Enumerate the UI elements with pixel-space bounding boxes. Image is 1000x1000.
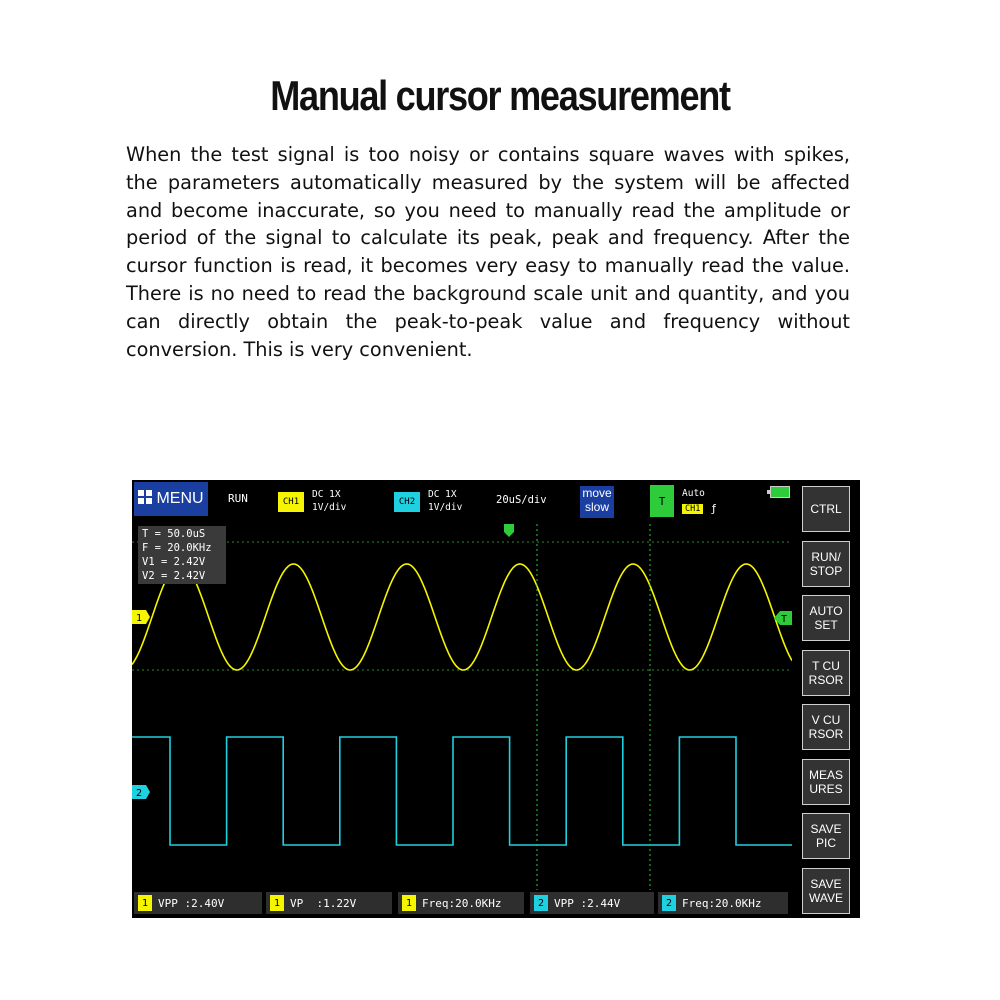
measurement-item[interactable] <box>134 892 262 914</box>
svg-text:T: T <box>781 614 788 625</box>
measurement-channel-badge: 2 <box>662 895 676 911</box>
ch2-coupling: DC 1X <box>428 489 457 500</box>
trigger-mode: Auto <box>682 488 705 499</box>
measurement-channel-badge: 1 <box>402 895 416 911</box>
measurement-item[interactable] <box>530 892 654 914</box>
readout-v2: V2 = 2.42V <box>142 570 206 582</box>
measurement-item[interactable] <box>398 892 524 914</box>
ch1-scale: 1V/div <box>312 502 347 513</box>
cursor-lines <box>537 524 650 890</box>
measures-button[interactable]: MEAS URES <box>802 759 850 805</box>
measurement-channel-badge: 1 <box>270 895 284 911</box>
measurement-bar <box>132 890 792 916</box>
measurement-value: VPP :2.44V <box>554 896 621 910</box>
oscilloscope-device <box>132 480 860 918</box>
waveform-display <box>132 480 792 890</box>
slow-label: slow <box>584 500 609 514</box>
trigger-channel: CH1 <box>682 504 703 514</box>
measurement-channel-badge: 1 <box>138 895 152 911</box>
save-wave-button[interactable]: SAVE WAVE <box>802 868 850 914</box>
measurement-value: Freq:20.0KHz <box>682 896 762 910</box>
grid-menu-icon <box>138 490 152 509</box>
readout-frequency: F = 20.0KHz <box>142 542 212 554</box>
ch2-square-waveform <box>132 737 792 845</box>
run-status: RUN <box>228 492 248 505</box>
run-stop-button[interactable]: RUN/ STOP <box>802 541 850 587</box>
ch1-sine-waveform <box>132 564 792 670</box>
description-paragraph: When the test signal is too noisy or contains square waves with spikes, the parameters automatically measured by the system will be affected and become inaccurate, so you need to manually read the amplitude or period of the signal to calculate its peak, peak and frequency. After the cursor function is read, it becomes very easy to manually read the value. There is no need to read the background scale unit and quantity, and you can directly obtain the peak-to-peak value and frequency without conversion. This is very convenient. <box>126 143 850 361</box>
ch1-coupling: DC 1X <box>312 489 341 500</box>
page-title: Manual cursor measurement <box>270 72 730 119</box>
ch1-info <box>312 488 346 514</box>
readout-v1: V1 = 2.42V <box>142 556 206 568</box>
measurement-channel-badge: 2 <box>534 895 548 911</box>
ch2-info <box>428 488 462 514</box>
side-button-panel <box>796 480 860 918</box>
ch2-badge[interactable]: CH2 <box>394 492 420 512</box>
trigger-position-marker <box>504 524 514 537</box>
measurement-item[interactable] <box>658 892 788 914</box>
timebase-label[interactable]: 20uS/div <box>496 494 547 506</box>
measurement-item[interactable] <box>266 892 392 914</box>
cursor-readout <box>138 526 226 584</box>
auto-set-button[interactable]: AUTO SET <box>802 595 850 641</box>
rising-edge-icon: ƒ <box>712 502 716 515</box>
move-label: move <box>582 486 612 500</box>
measurement-value: Freq:20.0KHz <box>422 896 502 910</box>
menu-button[interactable] <box>134 482 208 516</box>
move-speed-button[interactable] <box>580 486 614 518</box>
save-pic-button[interactable]: SAVE PIC <box>802 813 850 859</box>
measurement-value: VPP :2.40V <box>158 896 225 910</box>
ctrl-button[interactable]: CTRL <box>802 486 850 532</box>
ch2-level-marker <box>132 785 150 799</box>
readout-period: T = 50.0uS <box>142 528 206 540</box>
ch1-level-marker <box>132 610 150 624</box>
ch2-scale: 1V/div <box>428 502 463 513</box>
svg-text:1: 1 <box>136 613 143 624</box>
measurement-value: VP :1.22V <box>290 896 357 910</box>
trigger-badge[interactable]: T <box>650 485 674 517</box>
time-cursor-button[interactable]: T CU RSOR <box>802 650 850 696</box>
battery-icon <box>770 486 790 498</box>
menu-label: MENU <box>156 490 204 507</box>
oscilloscope-screen <box>132 480 792 918</box>
svg-text:2: 2 <box>136 788 143 799</box>
ch1-badge[interactable]: CH1 <box>278 492 304 512</box>
voltage-cursor-button[interactable]: V CU RSOR <box>802 704 850 750</box>
